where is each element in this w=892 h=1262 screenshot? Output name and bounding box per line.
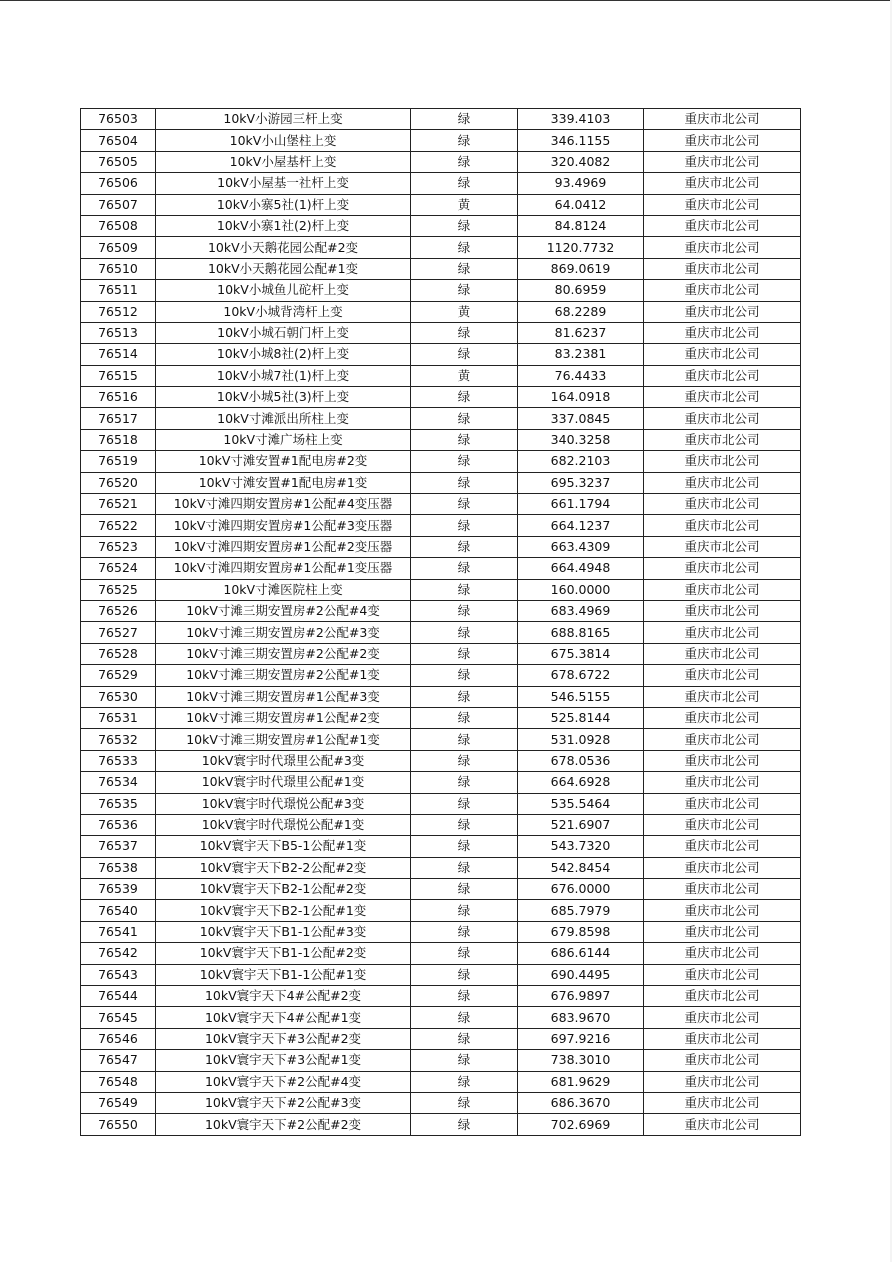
table-row — [81, 793, 801, 814]
cell-status: 绿 — [411, 964, 518, 985]
table-row — [81, 1028, 801, 1049]
cell-name: 10kV寰宇天下4#公配#1变 — [156, 1007, 411, 1028]
table-row — [81, 344, 801, 365]
table-row — [81, 1114, 801, 1135]
cell-value: 678.6722 — [518, 665, 644, 686]
cell-id: 76531 — [81, 707, 156, 728]
cell-id: 76548 — [81, 1071, 156, 1092]
cell-value: 164.0918 — [518, 387, 644, 408]
cell-name: 10kV小城背湾杆上变 — [156, 301, 411, 322]
cell-status: 绿 — [411, 900, 518, 921]
cell-id: 76526 — [81, 600, 156, 621]
cell-company: 重庆市北公司 — [644, 579, 801, 600]
table-row — [81, 579, 801, 600]
cell-status: 绿 — [411, 707, 518, 728]
cell-status: 绿 — [411, 814, 518, 835]
cell-value: 160.0000 — [518, 579, 644, 600]
table-row — [81, 130, 801, 151]
cell-status: 绿 — [411, 472, 518, 493]
cell-name: 10kV寸滩四期安置房#1公配#2变压器 — [156, 536, 411, 557]
cell-company: 重庆市北公司 — [644, 237, 801, 258]
cell-name: 10kV寸滩三期安置房#1公配#3变 — [156, 686, 411, 707]
table-row — [81, 1007, 801, 1028]
cell-status: 绿 — [411, 387, 518, 408]
cell-id: 76547 — [81, 1050, 156, 1071]
cell-company: 重庆市北公司 — [644, 515, 801, 536]
cell-company: 重庆市北公司 — [644, 836, 801, 857]
cell-status: 绿 — [411, 1050, 518, 1071]
cell-name: 10kV寰宇时代璟悦公配#3变 — [156, 793, 411, 814]
cell-name: 10kV寰宇天下B1-1公配#2变 — [156, 943, 411, 964]
cell-name: 10kV寰宇天下B1-1公配#1变 — [156, 964, 411, 985]
cell-value: 531.0928 — [518, 729, 644, 750]
cell-name: 10kV小寨5社(1)杆上变 — [156, 194, 411, 215]
cell-name: 10kV寰宇天下#2公配#3变 — [156, 1092, 411, 1113]
cell-name: 10kV寰宇天下#3公配#1变 — [156, 1050, 411, 1071]
cell-company: 重庆市北公司 — [644, 387, 801, 408]
cell-company: 重庆市北公司 — [644, 258, 801, 279]
cell-name: 10kV寰宇时代璟里公配#1变 — [156, 772, 411, 793]
table-row — [81, 280, 801, 301]
cell-status: 绿 — [411, 322, 518, 343]
cell-status: 绿 — [411, 408, 518, 429]
cell-value: 64.0412 — [518, 194, 644, 215]
cell-status: 绿 — [411, 237, 518, 258]
cell-id: 76508 — [81, 215, 156, 236]
cell-company: 重庆市北公司 — [644, 151, 801, 172]
table-row — [81, 836, 801, 857]
cell-name: 10kV小城鱼儿砣杆上变 — [156, 280, 411, 301]
cell-status: 绿 — [411, 151, 518, 172]
table-row — [81, 750, 801, 771]
cell-name: 10kV寸滩广场柱上变 — [156, 429, 411, 450]
cell-value: 93.4969 — [518, 173, 644, 194]
table-body — [81, 109, 801, 1136]
table-row — [81, 365, 801, 386]
table-row — [81, 879, 801, 900]
table-row — [81, 622, 801, 643]
cell-company: 重庆市北公司 — [644, 879, 801, 900]
cell-status: 绿 — [411, 729, 518, 750]
table-row — [81, 1071, 801, 1092]
cell-status: 绿 — [411, 622, 518, 643]
cell-value: 685.7979 — [518, 900, 644, 921]
table-row — [81, 387, 801, 408]
cell-company: 重庆市北公司 — [644, 322, 801, 343]
cell-id: 76529 — [81, 665, 156, 686]
cell-id: 76525 — [81, 579, 156, 600]
cell-name: 10kV寰宇天下B2-1公配#2变 — [156, 879, 411, 900]
cell-id: 76509 — [81, 237, 156, 258]
cell-name: 10kV小天鹅花园公配#2变 — [156, 237, 411, 258]
cell-value: 690.4495 — [518, 964, 644, 985]
cell-value: 678.0536 — [518, 750, 644, 771]
cell-status: 绿 — [411, 836, 518, 857]
cell-company: 重庆市北公司 — [644, 857, 801, 878]
cell-name: 10kV寰宇天下#2公配#2变 — [156, 1114, 411, 1135]
cell-name: 10kV寰宇天下B5-1公配#1变 — [156, 836, 411, 857]
cell-id: 76519 — [81, 451, 156, 472]
cell-id: 76512 — [81, 301, 156, 322]
cell-name: 10kV寸滩三期安置房#1公配#2变 — [156, 707, 411, 728]
cell-id: 76506 — [81, 173, 156, 194]
cell-name: 10kV寸滩安置#1配电房#2变 — [156, 451, 411, 472]
cell-company: 重庆市北公司 — [644, 643, 801, 664]
table-row — [81, 1050, 801, 1071]
table-row — [81, 494, 801, 515]
cell-company: 重庆市北公司 — [644, 472, 801, 493]
cell-company: 重庆市北公司 — [644, 1050, 801, 1071]
cell-name: 10kV寰宇天下B2-1公配#1变 — [156, 900, 411, 921]
cell-name: 10kV寸滩安置#1配电房#1变 — [156, 472, 411, 493]
table-row — [81, 408, 801, 429]
table-row — [81, 237, 801, 258]
cell-id: 76514 — [81, 344, 156, 365]
cell-company: 重庆市北公司 — [644, 964, 801, 985]
table-row — [81, 109, 801, 130]
cell-company: 重庆市北公司 — [644, 109, 801, 130]
cell-status: 绿 — [411, 215, 518, 236]
cell-status: 绿 — [411, 173, 518, 194]
cell-status: 绿 — [411, 258, 518, 279]
table-row — [81, 536, 801, 557]
cell-company: 重庆市北公司 — [644, 707, 801, 728]
cell-value: 681.9629 — [518, 1071, 644, 1092]
cell-value: 697.9216 — [518, 1028, 644, 1049]
cell-value: 81.6237 — [518, 322, 644, 343]
cell-status: 绿 — [411, 665, 518, 686]
cell-name: 10kV小城8社(2)杆上变 — [156, 344, 411, 365]
table-row — [81, 215, 801, 236]
cell-value: 686.6144 — [518, 943, 644, 964]
cell-company: 重庆市北公司 — [644, 600, 801, 621]
cell-company: 重庆市北公司 — [644, 750, 801, 771]
cell-id: 76543 — [81, 964, 156, 985]
table-row — [81, 814, 801, 835]
cell-company: 重庆市北公司 — [644, 793, 801, 814]
cell-value: 682.2103 — [518, 451, 644, 472]
cell-company: 重庆市北公司 — [644, 494, 801, 515]
cell-value: 337.0845 — [518, 408, 644, 429]
table-row — [81, 986, 801, 1007]
cell-status: 绿 — [411, 772, 518, 793]
cell-status: 绿 — [411, 429, 518, 450]
table-row — [81, 643, 801, 664]
table-row — [81, 301, 801, 322]
cell-name: 10kV小城7社(1)杆上变 — [156, 365, 411, 386]
table-row — [81, 772, 801, 793]
cell-value: 68.2289 — [518, 301, 644, 322]
table-row — [81, 173, 801, 194]
cell-status: 绿 — [411, 1028, 518, 1049]
cell-value: 1120.7732 — [518, 237, 644, 258]
cell-company: 重庆市北公司 — [644, 729, 801, 750]
cell-company: 重庆市北公司 — [644, 814, 801, 835]
cell-id: 76538 — [81, 857, 156, 878]
cell-value: 80.6959 — [518, 280, 644, 301]
cell-name: 10kV寸滩四期安置房#1公配#1变压器 — [156, 558, 411, 579]
cell-id: 76516 — [81, 387, 156, 408]
cell-value: 676.0000 — [518, 879, 644, 900]
cell-id: 76507 — [81, 194, 156, 215]
transformer-table — [80, 108, 801, 1136]
cell-name: 10kV寰宇时代璟悦公配#1变 — [156, 814, 411, 835]
cell-company: 重庆市北公司 — [644, 215, 801, 236]
cell-company: 重庆市北公司 — [644, 194, 801, 215]
cell-id: 76520 — [81, 472, 156, 493]
table-row — [81, 964, 801, 985]
cell-status: 黄 — [411, 365, 518, 386]
cell-name: 10kV寸滩医院柱上变 — [156, 579, 411, 600]
table-row — [81, 729, 801, 750]
cell-status: 绿 — [411, 921, 518, 942]
cell-status: 绿 — [411, 536, 518, 557]
table-row — [81, 515, 801, 536]
cell-id: 76534 — [81, 772, 156, 793]
cell-company: 重庆市北公司 — [644, 1092, 801, 1113]
cell-id: 76545 — [81, 1007, 156, 1028]
cell-value: 320.4082 — [518, 151, 644, 172]
table-row — [81, 258, 801, 279]
cell-company: 重庆市北公司 — [644, 536, 801, 557]
cell-id: 76541 — [81, 921, 156, 942]
cell-value: 695.3237 — [518, 472, 644, 493]
cell-id: 76503 — [81, 109, 156, 130]
table-row — [81, 194, 801, 215]
cell-status: 绿 — [411, 750, 518, 771]
cell-value: 683.4969 — [518, 600, 644, 621]
cell-status: 绿 — [411, 600, 518, 621]
cell-company: 重庆市北公司 — [644, 130, 801, 151]
table-row — [81, 600, 801, 621]
cell-company: 重庆市北公司 — [644, 344, 801, 365]
cell-id: 76505 — [81, 151, 156, 172]
cell-status: 绿 — [411, 943, 518, 964]
cell-company: 重庆市北公司 — [644, 943, 801, 964]
cell-value: 702.6969 — [518, 1114, 644, 1135]
table-row — [81, 943, 801, 964]
cell-status: 绿 — [411, 857, 518, 878]
cell-name: 10kV小寨1社(2)杆上变 — [156, 215, 411, 236]
cell-value: 339.4103 — [518, 109, 644, 130]
cell-name: 10kV小屋基一社杆上变 — [156, 173, 411, 194]
cell-id: 76535 — [81, 793, 156, 814]
cell-id: 76536 — [81, 814, 156, 835]
cell-status: 绿 — [411, 451, 518, 472]
cell-value: 676.9897 — [518, 986, 644, 1007]
cell-value: 688.8165 — [518, 622, 644, 643]
cell-name: 10kV寰宇天下B2-2公配#2变 — [156, 857, 411, 878]
cell-id: 76510 — [81, 258, 156, 279]
cell-id: 76530 — [81, 686, 156, 707]
cell-value: 738.3010 — [518, 1050, 644, 1071]
cell-company: 重庆市北公司 — [644, 451, 801, 472]
cell-status: 绿 — [411, 1071, 518, 1092]
cell-id: 76544 — [81, 986, 156, 1007]
cell-status: 绿 — [411, 344, 518, 365]
cell-value: 542.8454 — [518, 857, 644, 878]
cell-id: 76528 — [81, 643, 156, 664]
table-row — [81, 322, 801, 343]
cell-status: 绿 — [411, 130, 518, 151]
cell-value: 663.4309 — [518, 536, 644, 557]
cell-status: 黄 — [411, 301, 518, 322]
cell-value: 525.8144 — [518, 707, 644, 728]
cell-value: 340.3258 — [518, 429, 644, 450]
cell-value: 535.5464 — [518, 793, 644, 814]
cell-id: 76537 — [81, 836, 156, 857]
cell-name: 10kV寸滩派出所柱上变 — [156, 408, 411, 429]
cell-name: 10kV寸滩三期安置房#2公配#1变 — [156, 665, 411, 686]
table-row — [81, 665, 801, 686]
cell-company: 重庆市北公司 — [644, 173, 801, 194]
cell-name: 10kV小城5社(3)杆上变 — [156, 387, 411, 408]
cell-value: 521.6907 — [518, 814, 644, 835]
table-row — [81, 707, 801, 728]
cell-company: 重庆市北公司 — [644, 408, 801, 429]
cell-name: 10kV小游园三杆上变 — [156, 109, 411, 130]
cell-company: 重庆市北公司 — [644, 986, 801, 1007]
cell-id: 76550 — [81, 1114, 156, 1135]
cell-name: 10kV寸滩三期安置房#2公配#4变 — [156, 600, 411, 621]
cell-value: 84.8124 — [518, 215, 644, 236]
cell-status: 绿 — [411, 515, 518, 536]
cell-value: 661.1794 — [518, 494, 644, 515]
cell-name: 10kV寸滩四期安置房#1公配#4变压器 — [156, 494, 411, 515]
table-row — [81, 857, 801, 878]
table-row — [81, 558, 801, 579]
cell-value: 83.2381 — [518, 344, 644, 365]
cell-name: 10kV小屋基杆上变 — [156, 151, 411, 172]
table-row — [81, 921, 801, 942]
cell-id: 76515 — [81, 365, 156, 386]
cell-id: 76533 — [81, 750, 156, 771]
cell-company: 重庆市北公司 — [644, 772, 801, 793]
cell-status: 绿 — [411, 879, 518, 900]
table-row — [81, 472, 801, 493]
cell-id: 76523 — [81, 536, 156, 557]
cell-id: 76540 — [81, 900, 156, 921]
cell-name: 10kV寰宇时代璟里公配#3变 — [156, 750, 411, 771]
cell-id: 76511 — [81, 280, 156, 301]
cell-status: 绿 — [411, 643, 518, 664]
cell-status: 绿 — [411, 558, 518, 579]
cell-status: 绿 — [411, 986, 518, 1007]
table-row — [81, 429, 801, 450]
cell-status: 绿 — [411, 1114, 518, 1135]
cell-name: 10kV寸滩三期安置房#2公配#2变 — [156, 643, 411, 664]
cell-value: 869.0619 — [518, 258, 644, 279]
cell-status: 黄 — [411, 194, 518, 215]
cell-company: 重庆市北公司 — [644, 301, 801, 322]
cell-status: 绿 — [411, 793, 518, 814]
cell-company: 重庆市北公司 — [644, 365, 801, 386]
cell-name: 10kV寸滩四期安置房#1公配#3变压器 — [156, 515, 411, 536]
cell-value: 346.1155 — [518, 130, 644, 151]
table-row — [81, 686, 801, 707]
cell-id: 76513 — [81, 322, 156, 343]
cell-id: 76522 — [81, 515, 156, 536]
cell-id: 76546 — [81, 1028, 156, 1049]
cell-id: 76542 — [81, 943, 156, 964]
cell-company: 重庆市北公司 — [644, 622, 801, 643]
cell-company: 重庆市北公司 — [644, 558, 801, 579]
cell-status: 绿 — [411, 579, 518, 600]
cell-value: 76.4433 — [518, 365, 644, 386]
cell-status: 绿 — [411, 1007, 518, 1028]
cell-name: 10kV小城石朝门杆上变 — [156, 322, 411, 343]
cell-value: 546.5155 — [518, 686, 644, 707]
cell-name: 10kV寸滩三期安置房#1公配#1变 — [156, 729, 411, 750]
cell-id: 76517 — [81, 408, 156, 429]
table-row — [81, 900, 801, 921]
cell-value: 683.9670 — [518, 1007, 644, 1028]
cell-id: 76549 — [81, 1092, 156, 1113]
cell-name: 10kV寰宇天下#2公配#4变 — [156, 1071, 411, 1092]
cell-company: 重庆市北公司 — [644, 900, 801, 921]
cell-id: 76539 — [81, 879, 156, 900]
cell-value: 686.3670 — [518, 1092, 644, 1113]
cell-value: 543.7320 — [518, 836, 644, 857]
cell-id: 76524 — [81, 558, 156, 579]
cell-company: 重庆市北公司 — [644, 921, 801, 942]
cell-id: 76518 — [81, 429, 156, 450]
cell-name: 10kV寰宇天下4#公配#2变 — [156, 986, 411, 1007]
cell-company: 重庆市北公司 — [644, 665, 801, 686]
cell-value: 664.4948 — [518, 558, 644, 579]
cell-status: 绿 — [411, 109, 518, 130]
cell-status: 绿 — [411, 1092, 518, 1113]
cell-company: 重庆市北公司 — [644, 280, 801, 301]
cell-name: 10kV寸滩三期安置房#2公配#3变 — [156, 622, 411, 643]
cell-company: 重庆市北公司 — [644, 1071, 801, 1092]
cell-id: 76504 — [81, 130, 156, 151]
cell-value: 664.1237 — [518, 515, 644, 536]
cell-id: 76532 — [81, 729, 156, 750]
table-row — [81, 1092, 801, 1113]
cell-status: 绿 — [411, 494, 518, 515]
table-row — [81, 151, 801, 172]
cell-company: 重庆市北公司 — [644, 1007, 801, 1028]
cell-name: 10kV小山堡柱上变 — [156, 130, 411, 151]
table-row — [81, 451, 801, 472]
cell-name: 10kV小天鹅花园公配#1变 — [156, 258, 411, 279]
cell-status: 绿 — [411, 686, 518, 707]
cell-company: 重庆市北公司 — [644, 1028, 801, 1049]
cell-company: 重庆市北公司 — [644, 1114, 801, 1135]
cell-value: 664.6928 — [518, 772, 644, 793]
cell-value: 675.3814 — [518, 643, 644, 664]
cell-name: 10kV寰宇天下#3公配#2变 — [156, 1028, 411, 1049]
page-top-border — [0, 0, 892, 1]
cell-status: 绿 — [411, 280, 518, 301]
cell-company: 重庆市北公司 — [644, 686, 801, 707]
cell-company: 重庆市北公司 — [644, 429, 801, 450]
cell-id: 76521 — [81, 494, 156, 515]
cell-id: 76527 — [81, 622, 156, 643]
cell-value: 679.8598 — [518, 921, 644, 942]
cell-name: 10kV寰宇天下B1-1公配#3变 — [156, 921, 411, 942]
